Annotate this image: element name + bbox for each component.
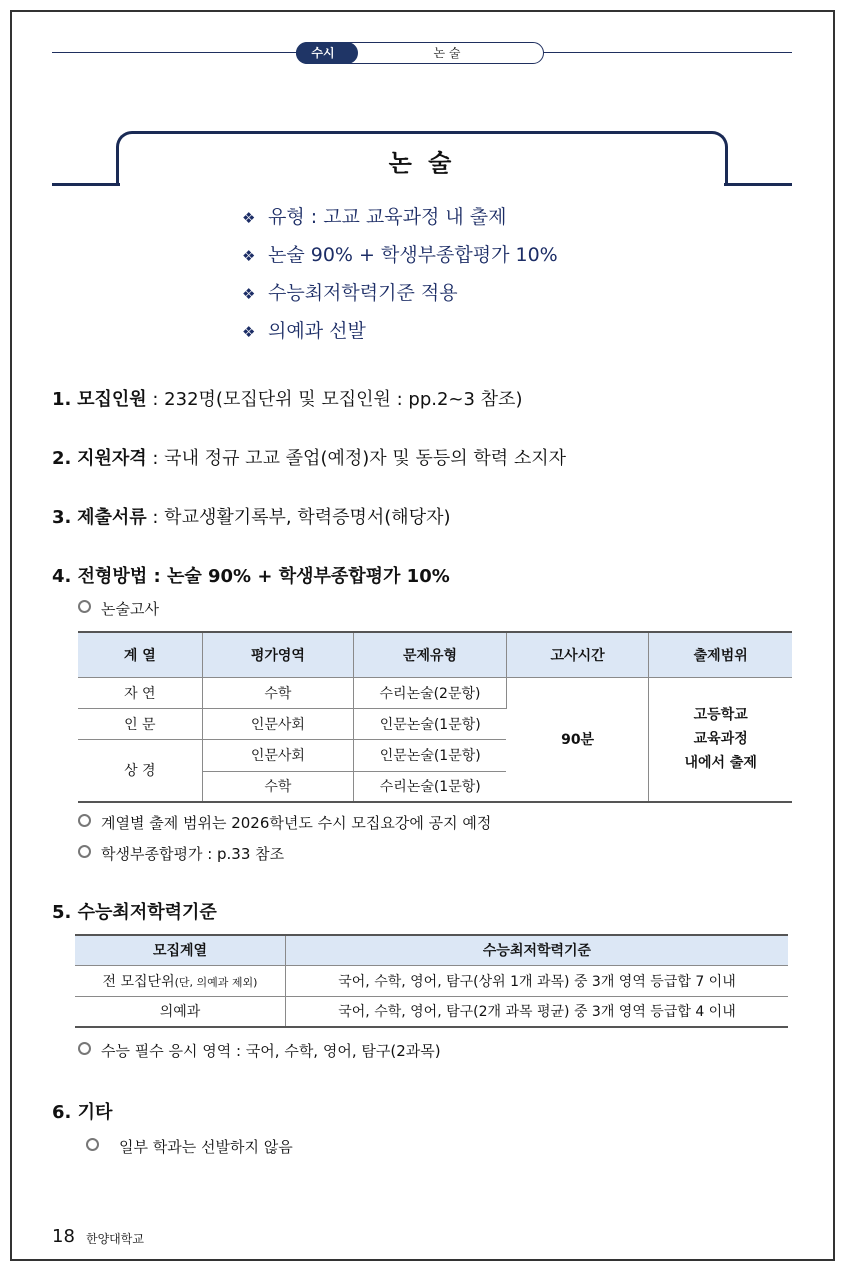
circle-bullet-icon [78, 845, 91, 858]
column-header: 고사시간 [506, 632, 649, 677]
section-csat: 5. 수능최저학력기준 [52, 902, 217, 923]
circle-bullet-icon [78, 600, 91, 613]
table-row: 수학 수리논술(1문항) [78, 771, 792, 802]
highlight-item: ❖ 의예과 선발 [242, 316, 558, 354]
table-row: 인 문 인문사회 인문논술(1문항) [78, 708, 792, 739]
table-row: 전 모집단위(단, 의예과 제외) 국어, 수학, 영어, 탐구(상위 1개 과목) 중 3개 영역 등급합 7 이내 [75, 965, 788, 996]
table-row: 의예과 국어, 수학, 영어, 탐구(2개 과목 평균) 중 3개 영역 등급합 4 이내 [75, 996, 788, 1027]
section-documents: 3. 제출서류 : 학교생활기록부, 학력증명서(해당자) [52, 507, 451, 528]
circle-bullet-icon [86, 1138, 99, 1151]
column-header: 평가영역 [202, 632, 354, 677]
column-header: 수능최저학력기준 [286, 935, 789, 965]
footer-university: 한양대학교 [86, 1232, 144, 1246]
diamond-icon: ❖ [242, 323, 256, 341]
table-row: 자 연 수학 수리논술(2문항) 90분 고등학교 교육과정 내에서 출제 [78, 677, 792, 708]
exam-table [78, 631, 792, 803]
etc-note: 일부 학과는 선발하지 않음 [86, 1136, 293, 1157]
section-method: 4. 전형방법 : 논술 90% + 학생부종합평가 10% [52, 566, 450, 587]
highlight-item: ❖ 논술 90% + 학생부종합평가 10% [242, 240, 558, 278]
table-row: 상 경 인문사회 인문논술(1문항) [78, 739, 792, 771]
csat-note: 수능 필수 응시 영역 : 국어, 수학, 영어, 탐구(2과목) [78, 1040, 441, 1061]
section-eligibility: 2. 지원자격 : 국내 정규 고교 졸업(예정)자 및 동등의 학력 소지자 [52, 448, 567, 469]
page-title: 논 술 [388, 149, 456, 177]
page-number: 18 [52, 1226, 75, 1247]
csat-table [75, 934, 788, 1028]
section-recruitment: 1. 모집인원 : 232명(모집단위 및 모집인원 : pp.2~3 참조) [52, 389, 523, 410]
exam-time: 90분 [506, 677, 649, 802]
exam-scope: 고등학교 교육과정 내에서 출제 [649, 677, 792, 802]
table-header-row [75, 935, 788, 965]
highlight-item: ❖ 수능최저학력기준 적용 [242, 278, 558, 316]
note-item: 계열별 출제 범위는 2026학년도 수시 모집요강에 공지 예정 [78, 812, 491, 833]
column-header: 출제범위 [649, 632, 792, 677]
highlight-list [242, 202, 558, 354]
column-header: 계 열 [78, 632, 202, 677]
header-section-title: 논 술 [433, 46, 461, 60]
diamond-icon: ❖ [242, 247, 256, 265]
note-item: 학생부종합평가 : p.33 참조 [78, 843, 284, 864]
diamond-icon: ❖ [242, 209, 256, 227]
column-header: 문제유형 [354, 632, 507, 677]
header-tab-label: 수시 [296, 42, 350, 64]
diamond-icon: ❖ [242, 285, 256, 303]
title-rule-right [724, 183, 792, 186]
title-rule-left [52, 183, 120, 186]
column-header: 모집계열 [75, 935, 286, 965]
exam-caption: 논술고사 [78, 598, 159, 619]
highlight-item: ❖ 유형 : 고교 교육과정 내 출제 [242, 202, 558, 240]
circle-bullet-icon [78, 814, 91, 827]
circle-bullet-icon [78, 1042, 91, 1055]
section-etc: 6. 기타 [52, 1102, 113, 1123]
table-header-row [78, 632, 792, 677]
